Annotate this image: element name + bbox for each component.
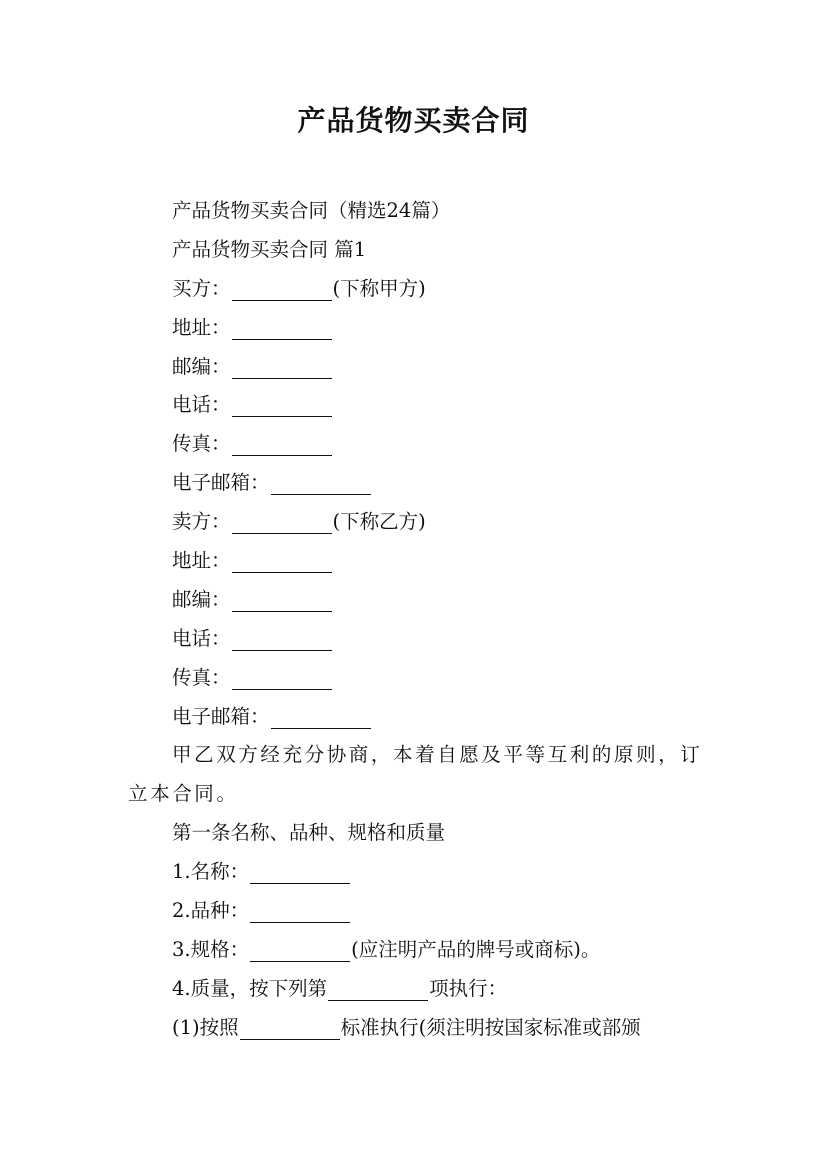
article1-sub1-line [128, 1009, 708, 1048]
buyer-address-line [128, 309, 708, 348]
seller-blank[interactable] [232, 509, 332, 534]
buyer-address-label: 地址： [172, 315, 231, 339]
document-title: 产品货物买卖合同 [297, 104, 530, 137]
sub1-prefix: (1)按照 [172, 1015, 239, 1039]
document-subtitle: 产品货物买卖合同（精选24篇） [172, 199, 451, 222]
buyer-blank[interactable] [232, 276, 332, 301]
seller-email-line [128, 698, 708, 737]
buyer-fax-line [128, 425, 708, 464]
item4-prefix: 4.质量，按下列第 [172, 976, 328, 1000]
buyer-postcode-label: 邮编： [172, 354, 231, 378]
buyer-email-label: 电子邮箱： [172, 471, 270, 495]
article1-item4-line [128, 970, 708, 1009]
article1-heading: 第一条名称、品种、规格和质量 [172, 821, 446, 845]
sub1-suffix: 标准执行(须注明按国家标准或部颁 [340, 1015, 641, 1039]
buyer-phone-line [128, 386, 708, 425]
seller-postcode-line [128, 581, 708, 620]
item4-suffix: 项执行： [429, 976, 508, 1000]
seller-line [128, 503, 708, 542]
buyer-email-blank[interactable] [271, 470, 371, 495]
seller-fax-blank[interactable] [232, 665, 332, 690]
item4-blank[interactable] [328, 976, 428, 1001]
seller-fax-line [128, 659, 708, 698]
item3-label: 3.规格： [172, 937, 250, 961]
seller-postcode-blank[interactable] [232, 587, 332, 612]
buyer-phone-label: 电话： [172, 393, 231, 417]
item3-suffix: (应注明产品的牌号或商标)。 [351, 937, 601, 961]
item2-label: 2.品种： [172, 899, 250, 923]
seller-fax-label: 传真： [172, 665, 231, 689]
article1-item1-line [128, 853, 708, 892]
sub1-blank[interactable] [240, 1015, 340, 1040]
buyer-phone-blank[interactable] [232, 392, 332, 417]
article1-item2-line [128, 892, 708, 931]
seller-phone-line [128, 620, 708, 659]
item3-blank[interactable] [250, 937, 350, 962]
buyer-address-blank[interactable] [232, 315, 332, 340]
seller-address-label: 地址： [172, 549, 231, 573]
buyer-fax-blank[interactable] [232, 431, 332, 456]
buyer-email-line [128, 464, 708, 503]
buyer-label: 买方： [172, 276, 231, 300]
seller-label: 卖方： [172, 510, 231, 534]
item1-label: 1.名称： [172, 860, 250, 884]
seller-suffix: (下称乙方) [332, 510, 426, 534]
buyer-postcode-blank[interactable] [232, 354, 332, 379]
buyer-line [128, 270, 708, 309]
document-body [128, 192, 708, 1048]
seller-address-blank[interactable] [232, 548, 332, 573]
seller-phone-blank[interactable] [232, 626, 332, 651]
seller-email-label: 电子邮箱： [172, 704, 270, 728]
item1-blank[interactable] [250, 859, 350, 884]
seller-postcode-label: 邮编： [172, 587, 231, 611]
item2-blank[interactable] [250, 898, 350, 923]
article1-item3-line [128, 931, 708, 970]
seller-phone-label: 电话： [172, 626, 231, 650]
seller-address-line [128, 542, 708, 581]
seller-email-blank[interactable] [271, 704, 371, 729]
buyer-suffix: (下称甲方) [332, 276, 426, 300]
agreement-paragraph: 甲乙双方经充分协商，本着自愿及平等互利的原则，订立本合同。 [128, 743, 703, 806]
buyer-fax-label: 传真： [172, 432, 231, 456]
section-heading: 产品货物买卖合同 篇1 [172, 237, 367, 261]
buyer-postcode-line [128, 348, 708, 387]
